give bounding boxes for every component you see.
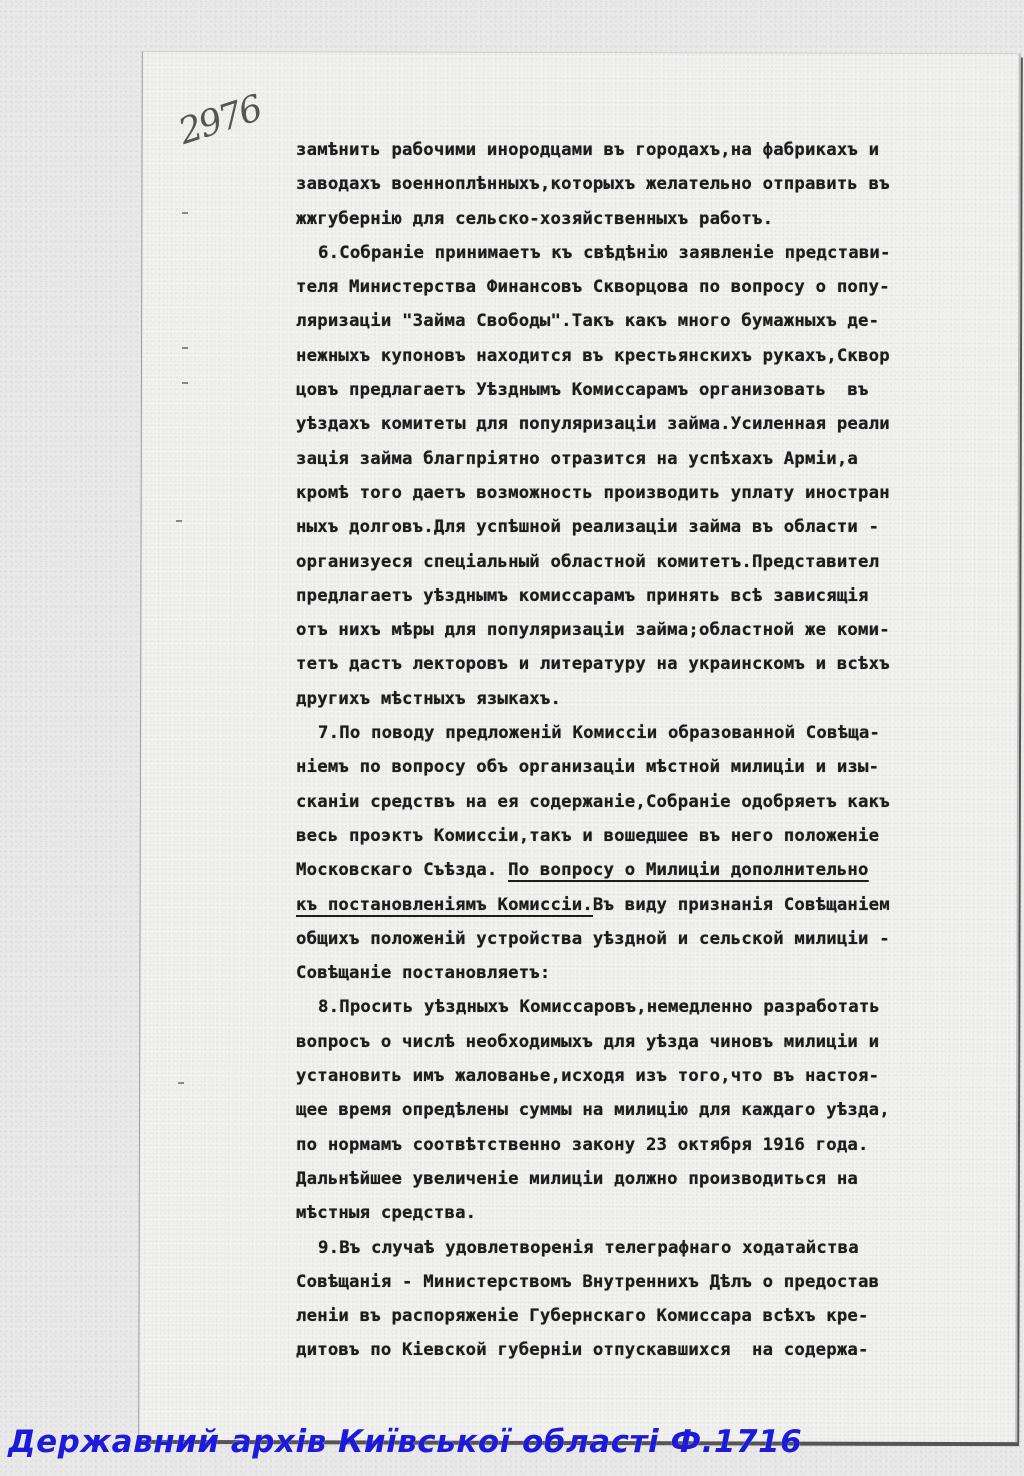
text-line: Совѣщаніе постановляетъ: xyxy=(296,963,551,984)
text-line: леніи въ распоряженіе Губернскаго Комиссара всѣхъ кре- xyxy=(296,1306,869,1327)
text-line: другихъ мѣстныхъ языкахъ. xyxy=(296,688,562,709)
text-line: уѣздахъ комитеты для популяризаціи займа.Усиленная реали xyxy=(296,414,890,435)
text-line: ніемъ по вопросу объ организаціи мѣстной милиціи и изы- xyxy=(296,757,880,778)
underlined-heading: По вопросу о Милиціи дополнительно xyxy=(508,860,869,881)
text-line xyxy=(296,853,1016,887)
paragraph-7-start: 7.По поводу предложеній Комиссіи образованной Совѣща- xyxy=(318,723,881,744)
archive-watermark: Державний архів Київської області Ф.1716 xyxy=(8,1424,803,1460)
text-line: вопросъ о числѣ необходимыхъ для уѣзда чиновъ милиціи и xyxy=(296,1031,880,1052)
paragraph-6-start: 6.Собраніе принимаетъ къ свѣдѣнію заявленіе представи- xyxy=(318,242,891,263)
text-line: Совѣщанія - Министерствомъ Внутреннихъ Дѣлъ о предостав xyxy=(296,1271,880,1292)
underlined-heading-cont: къ постановленіямъ Комиссіи. xyxy=(296,894,593,915)
margin-mark xyxy=(178,1082,184,1084)
margin-mark xyxy=(182,382,188,384)
text-line: кромѣ того даетъ возможность производить уплату иностран xyxy=(296,482,890,503)
margin-mark xyxy=(182,347,188,349)
text-line: предлагаетъ уѣзднымъ комиссарамъ принять всѣ зависящія xyxy=(296,585,869,606)
margin-mark xyxy=(182,212,188,214)
text-line: заводахъ военноплѣнныхъ,которыхъ желательно отправить въ xyxy=(296,174,890,195)
text-line: по нормамъ соотвѣтственно закону 23 октября 1916 года. xyxy=(296,1134,869,1155)
text-line: теля Министерства Финансовъ Скворцова по вопросу о попу- xyxy=(296,277,890,298)
text-line: организуеся спеціальный областной комитетъ.Представител xyxy=(296,551,880,572)
text-line: сканіи средствъ на ея содержаніе,Собраніе одобряетъ какъ xyxy=(296,791,890,812)
text-line: мѣстныя средства. xyxy=(296,1203,477,1224)
folio-number: 2976 xyxy=(173,88,266,153)
margin-mark xyxy=(176,520,182,522)
document-body xyxy=(296,133,1016,1368)
text-line: щее время опредѣлены суммы на милицію для каждаго уѣзда, xyxy=(296,1100,890,1121)
text-line: замѣнить рабочими инородцами въ городахъ,на фабрикахъ и xyxy=(296,140,880,160)
text-line: нежныхъ купоновъ находится въ крестьянскихъ рукахъ,Сквор xyxy=(296,345,890,366)
text-line: тетъ дастъ лекторовъ и литературу на украинскомъ и всѣхъ xyxy=(296,654,890,675)
text-line: ныхъ долговъ.Для успѣшной реализаціи займа въ области - xyxy=(296,517,880,538)
text-line: установить имъ жалованье,исходя изъ того,что въ настоя- xyxy=(296,1066,880,1087)
text-segment: Въ виду признанія Совѣщаніем xyxy=(592,894,890,915)
text-line: Дальнѣйшее увеличеніе милиціи должно производиться на xyxy=(296,1168,859,1189)
text-line: цовъ предлагаетъ Уѣзднымъ Комиссарамъ организовать въ xyxy=(296,380,869,401)
text-line xyxy=(296,888,1016,922)
text-line: весь проэктъ Комиссіи,такъ и вошедшее въ него положеніе xyxy=(296,825,880,846)
text-line: отъ нихъ мѣры для популяризаціи займа;областной же коми- xyxy=(296,620,890,641)
text-segment: Московскаго Съѣзда. xyxy=(296,860,498,881)
paragraph-9-start: 9.Въ случаѣ удовлетворенія телеграфнаго ходатайства xyxy=(318,1237,859,1258)
text-line: дитовъ по Кіевской губерніи отпускавшихся на содержа- xyxy=(296,1340,869,1361)
text-line: жжгубернію для сельско-хозяйственныхъ работъ. xyxy=(296,208,774,229)
text-line: зація займа благпріятно отразится на успѣхахъ Арміи,а xyxy=(296,448,859,469)
paragraph-8-start: 8.Просить уѣздныхъ Комиссаровъ,немедленно разработать xyxy=(318,997,881,1018)
text-line: общихъ положеній устройства уѣздной и сельской милиціи - xyxy=(296,928,890,949)
text-line: ляризаціи "Займа Свободы".Такъ какъ много бумажныхъ де- xyxy=(296,311,880,332)
